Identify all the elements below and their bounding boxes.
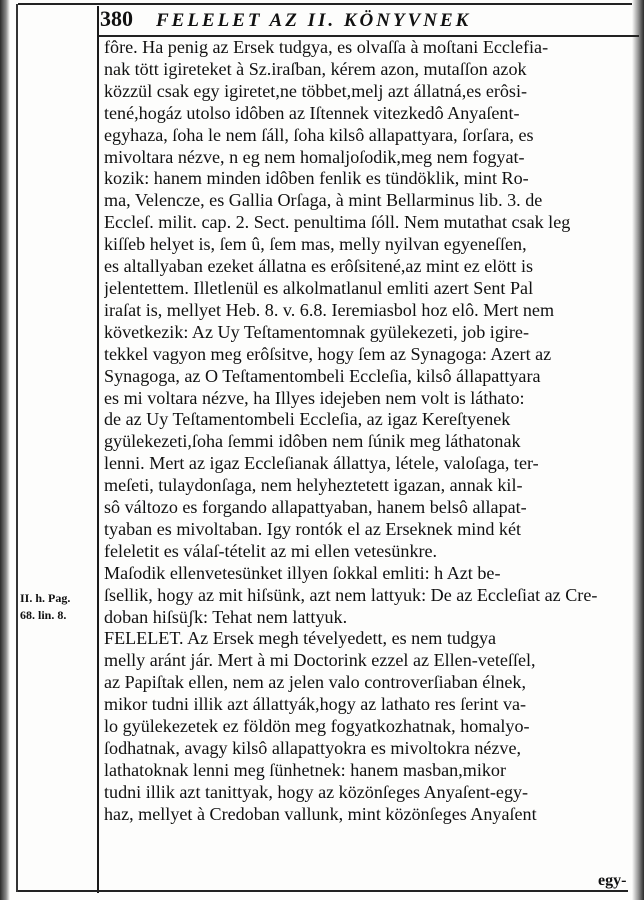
text-line: Synagoga, az O Teſtamentombeli Eccleſia, kilsô állapattyara — [104, 365, 541, 386]
marginal-note-line: 68. lin. 8. — [20, 608, 67, 622]
text-line: ſsellik, hogy az mit hiſsünk, azt nem lattyuk: De az Eccleſiat az Cre- — [104, 584, 598, 605]
text-line: doban hiſsüʃk: Tehat nem lattyuk. — [104, 606, 348, 627]
text-line: fôre. Ha penig az Ersek tudgya, es olvaſſa à moſtani Ecclefia- — [104, 37, 549, 57]
text-line: lathatoknak lenni meg ſünhetnek: hanem masban,mikor — [104, 759, 506, 780]
margin-column-rule — [97, 6, 99, 893]
text-line: mikor tudni illik azt állattyák,hogy az lathato res ſerint va- — [104, 694, 527, 715]
body-text — [104, 37, 640, 826]
running-head: FELELET AZ II. KÖNYVNEK — [156, 10, 472, 31]
top-rule — [18, 3, 632, 5]
page-header — [100, 6, 640, 34]
text-line: Eccleſ. milit. cap. 2. Sect. penultima ſóll. Nem mutathat csak leg — [104, 212, 571, 233]
text-line: ma, Velencze, es Gallia Orſaga, à mint Bellarminus lib. 3. de — [104, 190, 543, 211]
page-number: 380 — [100, 6, 133, 31]
text-line: következik: Az Uy Teſtamentomnak gyülekezeti, job igire- — [104, 321, 529, 342]
text-line: tyaban es mivoltaban. Igy rontók el az Erseknek mind két — [104, 518, 522, 539]
text-line: kozik: hanem minden idôben fenlik es tündöklik, mint Ro- — [104, 168, 529, 189]
text-line: tené,hogáz utolso idôben az Iſtennek vitezkedô Anyaſent- — [104, 102, 520, 123]
text-line: sô változo es forgando allapattyaban, hanem belsô allapat- — [104, 497, 527, 518]
text-line: gyülekezeti,ſoha ſemmi idôben nem ſúnik meg láthatonak — [104, 431, 521, 452]
text-line: közzül csak egy igiretet,ne többet,melj azt állatná,es erôsi- — [104, 80, 528, 101]
text-line: nak tött igireteket à Sz.iraſban, kérem azon, mutaſſon azok — [104, 58, 527, 79]
text-line: es mi voltara nézve, ha Illyes idejeben nem volt is láthato: — [104, 387, 525, 408]
text-line: tekkel vagyon meg erôſsitve, hogy ſem az Synagoga: Azert az — [104, 343, 552, 364]
text-line: feleletit es válaſ-tételit az mi ellen vetesünkre. — [104, 540, 438, 561]
text-line: iraſat is, mellyet Heb. 8. v. 6.8. Ieremiasbol hoz elô. Mert nem — [104, 299, 555, 320]
text-line: meſeti, tulaydonſaga, nem helyheztetett igazan, annak kil- — [104, 475, 523, 496]
text-line: de az Uy Teſtamentombeli Eccleſia, az igaz Kereſtyenek — [104, 409, 511, 430]
catchword: egy- — [598, 872, 627, 889]
text-line: FELELET. Az Ersek megh tévelyedett, es nem tudgya — [104, 628, 497, 649]
gutter-shadow — [0, 0, 10, 900]
text-line: tudni illik azt tanittyak, hogy az közönſeges Anyaſent-egy- — [104, 781, 529, 802]
text-line: es altallyaban ezeket állatna es erôſsitené,az mint ez elött is — [104, 256, 534, 277]
text-line: ſodhatnak, avagy kilsô allapattyokra es mivoltokra nézve, — [104, 738, 522, 758]
text-line: egyhaza, ſoha le nem ſáll, ſoha kilsô allapattyara, ſorſara, es — [104, 124, 534, 145]
text-line: lo gyülekezetek ez földön meg fogyatkozhatnak, homalyo- — [104, 716, 530, 737]
bottom-rule — [18, 890, 628, 892]
marginal-note — [20, 590, 94, 624]
text-line: haz, mellyet à Credoban vallunk, mint közönſeges Anyaſent — [104, 803, 537, 824]
text-line: mivoltara nézve, n eg nem homaljoſodik,meg nem fogyat- — [104, 146, 525, 167]
marginal-note-line: II. h. Pag. — [20, 591, 71, 605]
text-line: jelentettem. Illetlenül es alkolmatlanul emliti azert Sent Pal — [104, 277, 534, 298]
text-line: kiſſeb helyet is, ſem û, ſem mas, melly nyilvan egyeneſſen, — [104, 234, 527, 255]
text-line: melly aránt jár. Mert à mi Doctorink ezzel az Ellen-veteſſel, — [104, 650, 536, 671]
text-line: Maſodik ellenvetesünket illyen ſokkal emliti: h Azt be- — [104, 562, 501, 583]
text-line: az Papiſtak ellen, nem az jelen valo controverſiaban élnek, — [104, 672, 527, 693]
text-line: lenni. Mert az igaz Eccleſianak állattya, létele, valoſaga, ter- — [104, 453, 539, 474]
left-border-rule — [16, 4, 18, 892]
